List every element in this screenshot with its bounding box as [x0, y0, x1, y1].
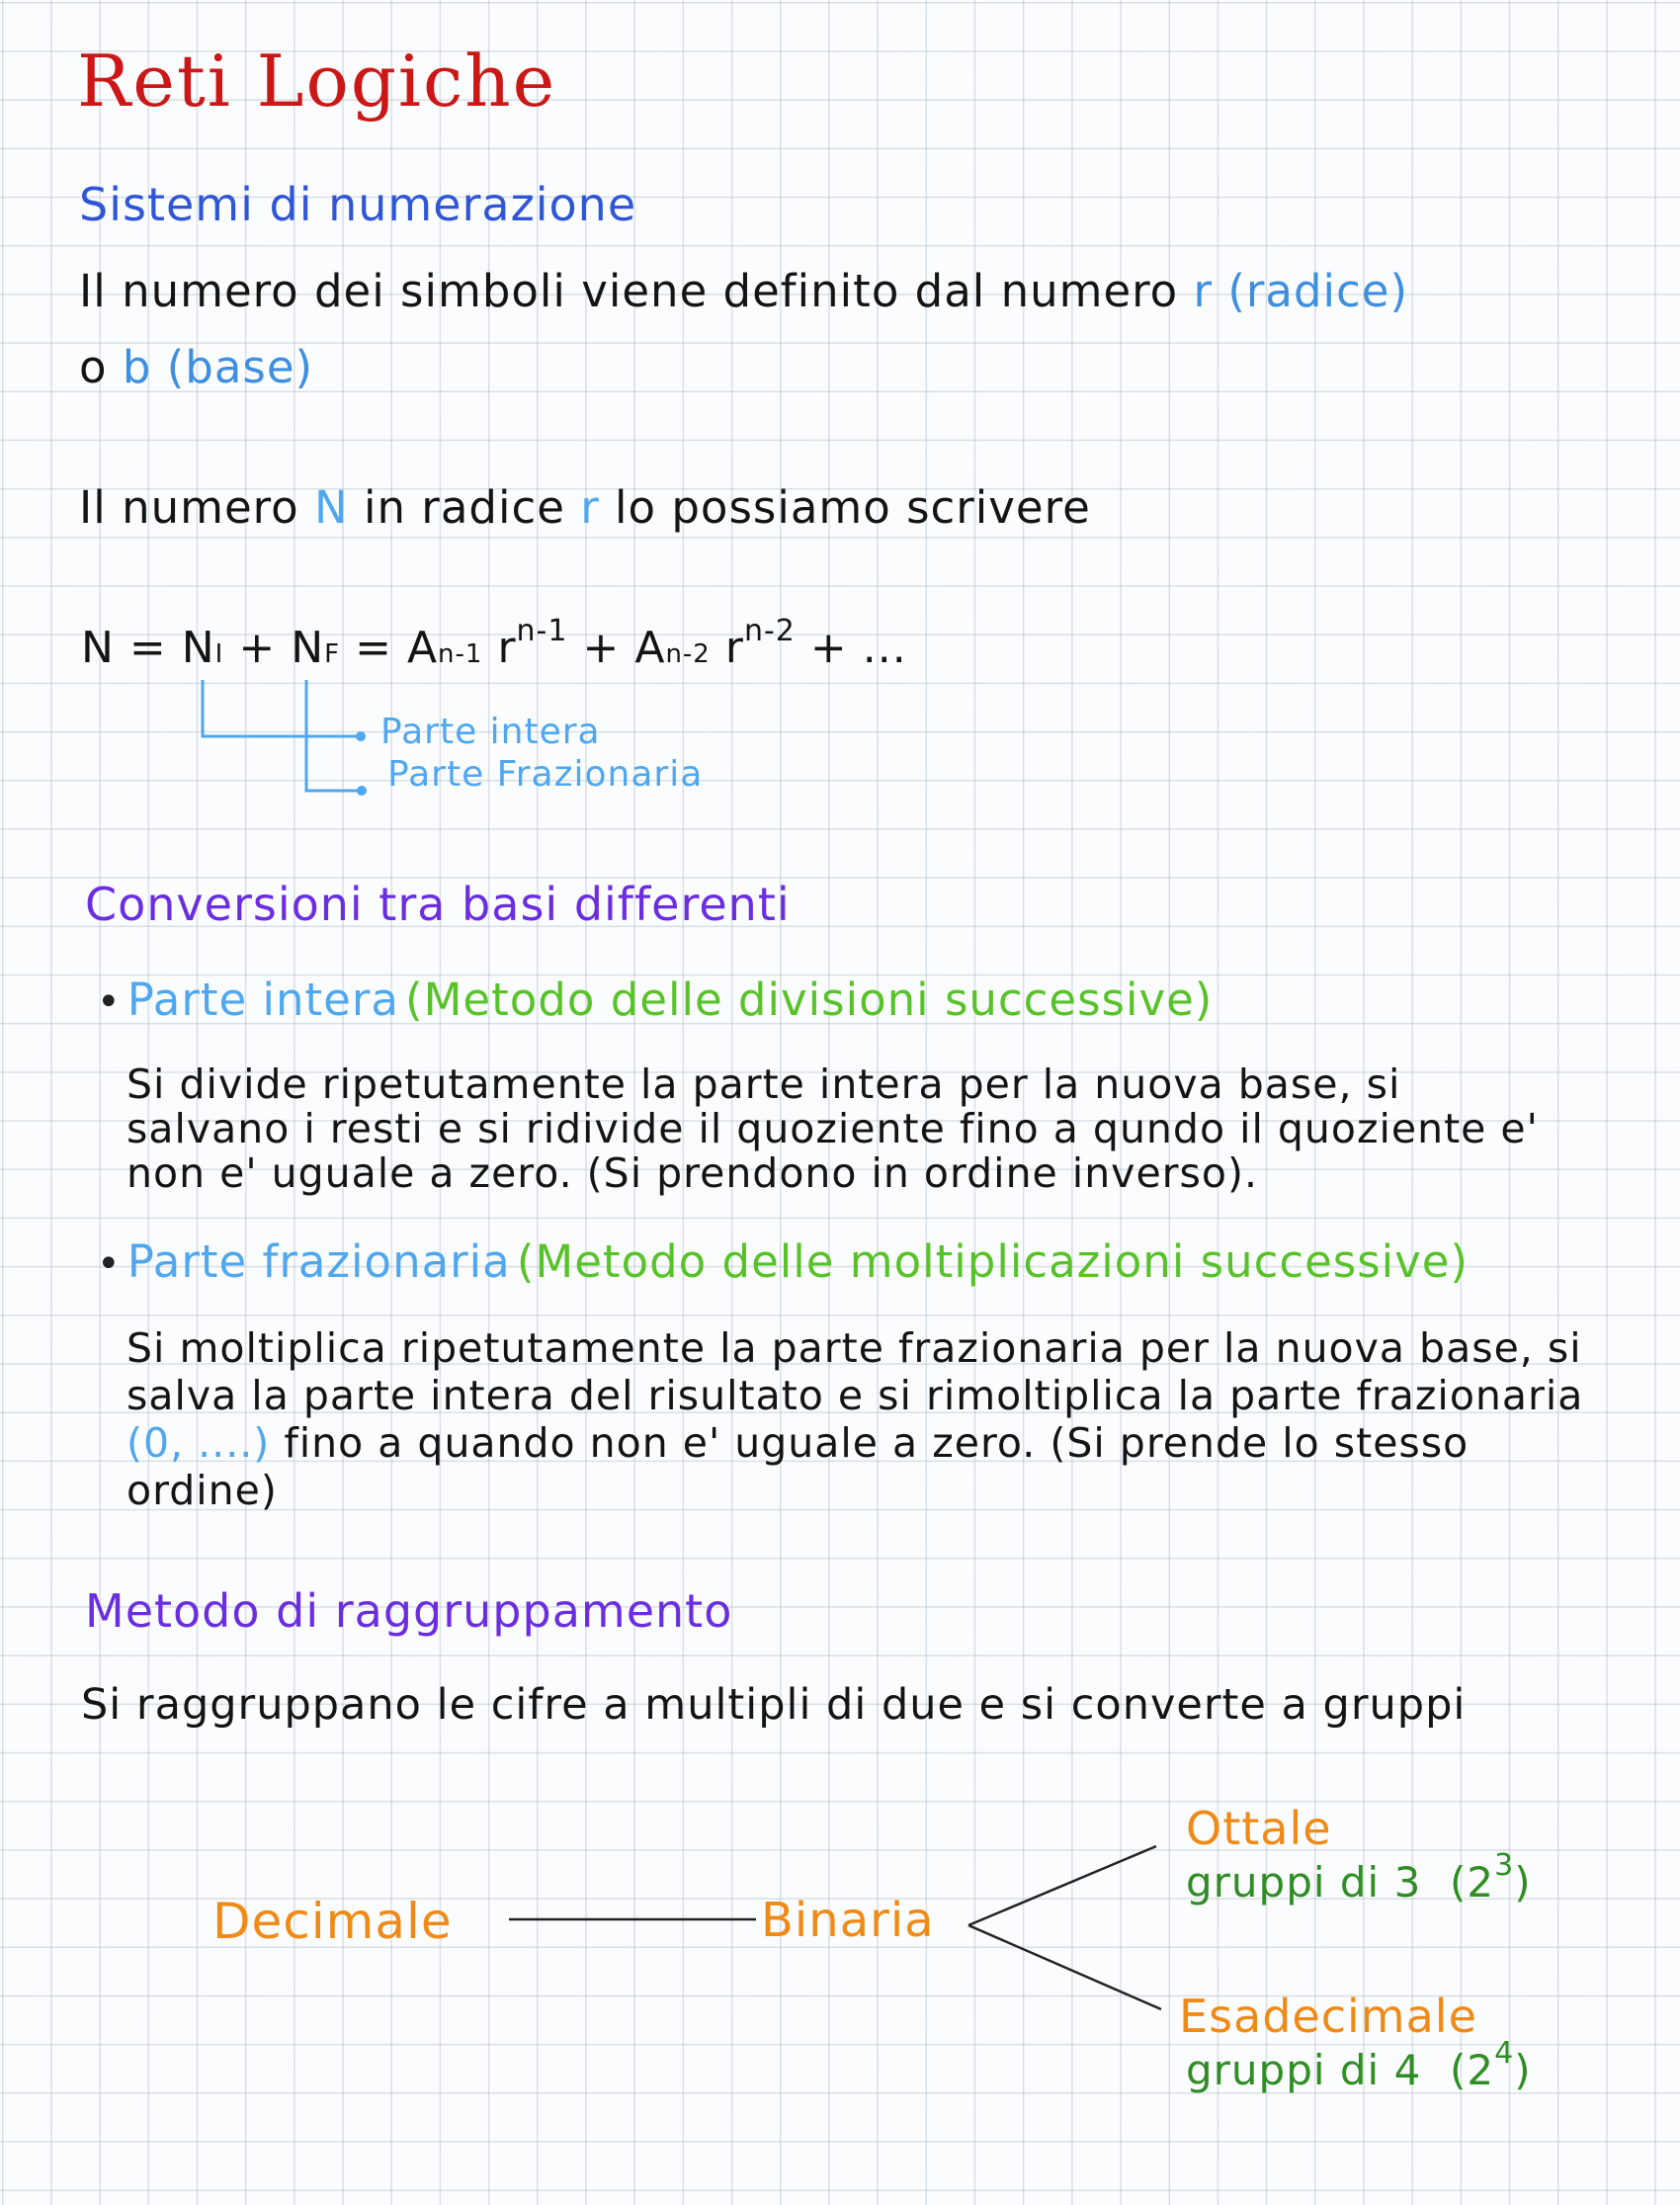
label-parte-frazionaria: Parte Frazionaria: [387, 754, 704, 795]
formula-bracket-lines: [203, 680, 358, 791]
hex-power-close: ): [1514, 2046, 1532, 2094]
text-in-radice: in radice: [363, 481, 565, 534]
hex-power-open: (2: [1450, 2046, 1495, 2094]
bullet-dot: •: [97, 1241, 122, 1287]
base-term: b (base): [122, 341, 314, 393]
fractional-paragraph-line-1: Si moltiplica ripetutamente la parte frazionaria per la nuova base, si: [126, 1324, 1582, 1372]
node-ottale: Ottale: [1186, 1802, 1332, 1855]
branch-lines: [968, 1846, 1161, 2009]
formula-exp-n2: n-2: [743, 614, 796, 648]
radix-term: r (radice): [1193, 265, 1409, 317]
formula-tail: + ...: [809, 623, 907, 673]
text-il-numero: Il numero: [79, 481, 299, 534]
bracket-integer-dot: [356, 731, 366, 741]
fractional-paragraph-line-4: ordine): [126, 1467, 278, 1514]
formula-exp-n1: n-1: [516, 614, 568, 648]
formula-sub-I: I: [214, 639, 224, 669]
hex-exponent: 4: [1494, 2036, 1515, 2071]
section-heading-numeration: Sistemi di numerazione: [79, 178, 637, 231]
formula-sub-n2: n-2: [665, 639, 711, 669]
or-word: o: [79, 341, 108, 393]
fractional-paragraph-line-2: salva la parte intera del risultato e si rimoltiplica la parte frazionaria: [126, 1372, 1584, 1419]
symbol-r: r: [580, 481, 600, 534]
formula-plus-A: + A: [582, 623, 666, 673]
formula-r1: r: [497, 623, 517, 673]
node-esadecimale: Esadecimale: [1179, 1990, 1477, 2043]
definition-text: Il numero dei simboli viene definito dal numero: [79, 265, 1179, 317]
bullet-integer-label: Parte intera: [126, 974, 399, 1026]
octal-power-close: ): [1514, 1858, 1532, 1907]
octal-groups-text: gruppi di 3: [1186, 1858, 1422, 1907]
page-title: Reti Logiche: [77, 40, 557, 123]
bullet-fractional-label: Parte frazionaria: [126, 1235, 511, 1288]
grouping-description: Si raggruppano le cifre a multipli di due e si converte a gruppi: [81, 1680, 1467, 1730]
label-parte-intera: Parte intera: [380, 712, 601, 752]
bracket-fractional-dot: [357, 786, 367, 796]
section-heading-grouping: Metodo di raggruppamento: [85, 1584, 733, 1638]
formula-lhs: N = N: [81, 623, 215, 673]
text-possiamo-scrivere: lo possiamo scrivere: [615, 481, 1091, 534]
formula-plus-NF: + N: [238, 623, 325, 673]
integer-paragraph-line-2: salvano i resti e si ridivide il quoziente fino a qundo il quoziente e': [126, 1105, 1539, 1152]
branch-to-ottale: [968, 1846, 1156, 1925]
node-decimale: Decimale: [212, 1893, 453, 1950]
formula-eq-A: = A: [355, 623, 439, 673]
bullet-dot: •: [97, 979, 122, 1025]
fraction-notation: (0, ....): [126, 1419, 271, 1467]
hex-groups-text: gruppi di 4: [1186, 2046, 1422, 2094]
node-binaria: Binaria: [761, 1893, 935, 1948]
formula-sub-n1: n-1: [438, 639, 483, 669]
bracket-integer: [203, 680, 356, 736]
branch-to-esadecimale: [968, 1925, 1161, 2009]
integer-paragraph-line-3: non e' uguale a zero. (Si prendono in ordine inverso).: [126, 1149, 1259, 1197]
bullet-fractional-method: (Metodo delle moltiplicazioni successive): [516, 1235, 1470, 1288]
octal-exponent: 3: [1494, 1848, 1515, 1883]
section-heading-conversions: Conversioni tra basi differenti: [85, 878, 791, 931]
symbol-N: N: [314, 481, 349, 534]
octal-power-open: (2: [1450, 1858, 1495, 1907]
bullet-integer-method: (Metodo delle divisioni successive): [405, 974, 1214, 1026]
integer-paragraph-line-1: Si divide ripetutamente la parte intera per la nuova base, si: [126, 1060, 1401, 1108]
fractional-text: fino a quando non e' uguale a zero. (Si prende lo stesso: [284, 1419, 1470, 1467]
formula-r2: r: [724, 623, 744, 673]
formula-sub-F: F: [324, 639, 341, 669]
